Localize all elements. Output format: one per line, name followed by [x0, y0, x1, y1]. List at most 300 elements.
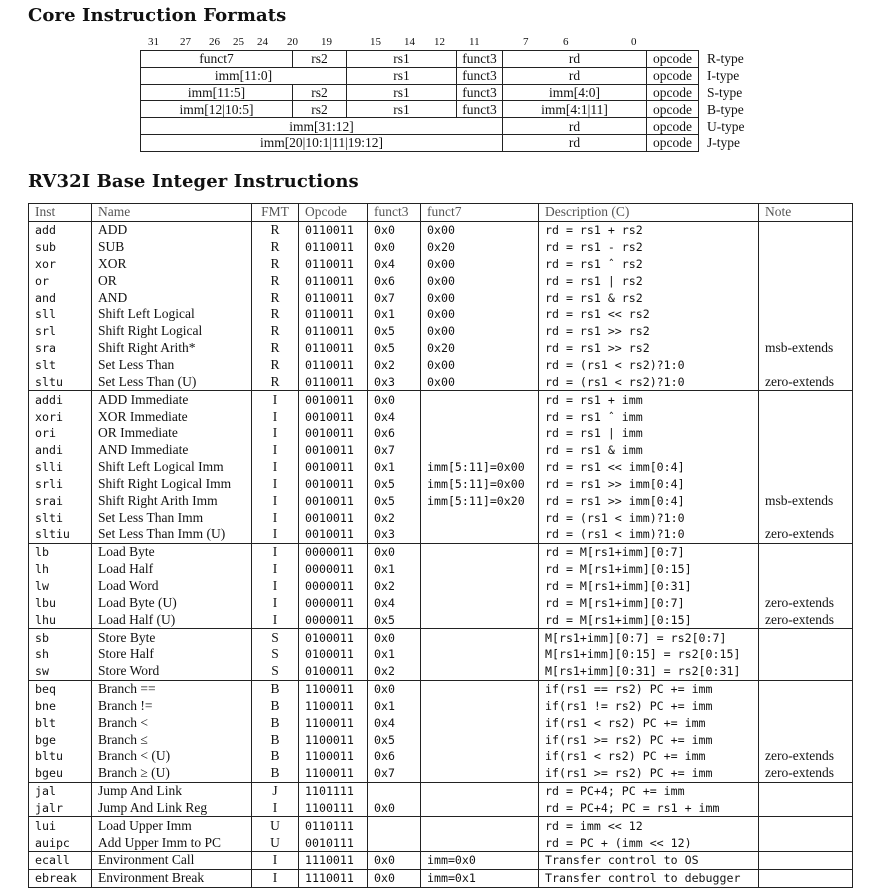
- inst-opcode: 0110011: [299, 373, 368, 390]
- inst-mnemonic: sb: [29, 629, 92, 646]
- inst-name: Load Byte (U): [92, 594, 252, 611]
- inst-opcode: 0010011: [299, 509, 368, 526]
- inst-funct7: [421, 594, 539, 611]
- inst-description: rd = rs1 & rs2: [539, 289, 759, 306]
- inst-funct3: 0x4: [368, 256, 421, 273]
- inst-funct7: [421, 561, 539, 578]
- inst-opcode: 1100011: [299, 748, 368, 765]
- inst-description: rd = rs1 + rs2: [539, 221, 759, 238]
- inst-funct7: [421, 408, 539, 425]
- inst-funct7: [421, 611, 539, 628]
- base-instructions-section-title: RV32I Base Integer Instructions: [28, 171, 359, 192]
- inst-name: Load Half: [92, 561, 252, 578]
- table-row: [29, 272, 853, 289]
- column-header: Description (C): [539, 204, 759, 222]
- table-row: [29, 697, 853, 714]
- inst-opcode: 1100011: [299, 731, 368, 748]
- bit-position-label: 0: [631, 36, 637, 48]
- inst-funct7: [421, 442, 539, 459]
- inst-description: rd = PC + (imm << 12): [539, 834, 759, 851]
- format-field: imm[20|10:1|11|19:12]: [141, 134, 503, 151]
- inst-format: B: [252, 748, 299, 765]
- format-field: funct3: [457, 51, 503, 68]
- inst-note: msb-extends: [759, 340, 853, 357]
- inst-opcode: 0010011: [299, 459, 368, 476]
- format-field: rs1: [347, 84, 457, 101]
- inst-description: rd = rs1 & imm: [539, 442, 759, 459]
- inst-note: [759, 272, 853, 289]
- inst-mnemonic: bge: [29, 731, 92, 748]
- inst-funct7: [421, 391, 539, 408]
- inst-funct7: [421, 697, 539, 714]
- inst-funct3: 0x0: [368, 680, 421, 697]
- inst-note: [759, 425, 853, 442]
- inst-mnemonic: addi: [29, 391, 92, 408]
- inst-funct3: 0x0: [368, 221, 421, 238]
- inst-funct3: 0x1: [368, 697, 421, 714]
- inst-note: [759, 289, 853, 306]
- inst-funct3: 0x6: [368, 272, 421, 289]
- inst-opcode: 0110011: [299, 357, 368, 374]
- inst-name: Set Less Than Imm (U): [92, 526, 252, 543]
- inst-opcode: 0000011: [299, 561, 368, 578]
- inst-funct7: [421, 680, 539, 697]
- inst-format: S: [252, 663, 299, 680]
- inst-note: [759, 543, 853, 560]
- inst-funct7: 0x20: [421, 239, 539, 256]
- inst-note: [759, 629, 853, 646]
- inst-funct7: 0x00: [421, 221, 539, 238]
- format-field: opcode: [647, 51, 699, 68]
- inst-opcode: 1110011: [299, 869, 368, 887]
- inst-description: rd = M[rs1+imm][0:31]: [539, 578, 759, 595]
- inst-name: ADD: [92, 221, 252, 238]
- table-row: [29, 442, 853, 459]
- inst-description: rd = M[rs1+imm][0:7]: [539, 543, 759, 560]
- inst-name: Shift Right Logical Imm: [92, 476, 252, 493]
- inst-note: [759, 697, 853, 714]
- inst-name: Set Less Than Imm: [92, 509, 252, 526]
- inst-format: B: [252, 697, 299, 714]
- inst-note: [759, 306, 853, 323]
- column-header: Name: [92, 204, 252, 222]
- column-header: funct3: [368, 204, 421, 222]
- inst-note: [759, 239, 853, 256]
- format-row-i-type: [141, 67, 746, 84]
- inst-format: S: [252, 646, 299, 663]
- inst-format: I: [252, 408, 299, 425]
- inst-funct7: 0x00: [421, 306, 539, 323]
- table-row: [29, 594, 853, 611]
- inst-format: B: [252, 680, 299, 697]
- inst-note: [759, 509, 853, 526]
- column-header: Opcode: [299, 204, 368, 222]
- inst-format: R: [252, 239, 299, 256]
- inst-funct7: [421, 509, 539, 526]
- inst-name: XOR Immediate: [92, 408, 252, 425]
- inst-funct7: [421, 800, 539, 817]
- inst-funct7: 0x00: [421, 256, 539, 273]
- inst-description: rd = rs1 >> rs2: [539, 323, 759, 340]
- format-type-label: R-type: [707, 51, 744, 67]
- inst-description: rd = (rs1 < imm)?1:0: [539, 509, 759, 526]
- bit-position-label: 24: [257, 36, 268, 48]
- format-row-s-type: [141, 84, 746, 101]
- inst-opcode: 1100011: [299, 697, 368, 714]
- inst-format: I: [252, 492, 299, 509]
- inst-mnemonic: sra: [29, 340, 92, 357]
- format-field: opcode: [647, 84, 699, 101]
- inst-funct3: 0x4: [368, 408, 421, 425]
- format-field: opcode: [647, 118, 699, 135]
- inst-format: I: [252, 459, 299, 476]
- inst-description: rd = PC+4; PC += imm: [539, 782, 759, 799]
- bit-position-label: 31: [148, 36, 159, 48]
- inst-description: rd = rs1 | imm: [539, 425, 759, 442]
- inst-funct3: 0x0: [368, 239, 421, 256]
- inst-mnemonic: sw: [29, 663, 92, 680]
- inst-description: rd = rs1 - rs2: [539, 239, 759, 256]
- table-row: [29, 476, 853, 493]
- inst-description: rd = rs1 | rs2: [539, 272, 759, 289]
- inst-opcode: 0110111: [299, 817, 368, 834]
- format-field: imm[12|10:5]: [141, 101, 293, 118]
- formats-section-title: Core Instruction Formats: [28, 5, 287, 26]
- inst-description: rd = imm << 12: [539, 817, 759, 834]
- table-row: [29, 323, 853, 340]
- format-field: imm[4:1|11]: [503, 101, 647, 118]
- inst-format: I: [252, 594, 299, 611]
- inst-name: Shift Right Arith Imm: [92, 492, 252, 509]
- inst-note: [759, 800, 853, 817]
- inst-mnemonic: ebreak: [29, 869, 92, 887]
- inst-funct7: [421, 629, 539, 646]
- table-row: [29, 629, 853, 646]
- inst-opcode: 0010011: [299, 526, 368, 543]
- inst-funct3: [368, 782, 421, 799]
- inst-description: rd = rs1 >> imm[0:4]: [539, 476, 759, 493]
- inst-name: Set Less Than (U): [92, 373, 252, 390]
- inst-mnemonic: bltu: [29, 748, 92, 765]
- table-row: [29, 408, 853, 425]
- inst-name: Branch !=: [92, 697, 252, 714]
- format-field: rs1: [347, 101, 457, 118]
- format-row-r-type: [141, 51, 746, 68]
- inst-mnemonic: slli: [29, 459, 92, 476]
- inst-format: I: [252, 869, 299, 887]
- inst-opcode: 0010011: [299, 408, 368, 425]
- inst-format: I: [252, 543, 299, 560]
- inst-opcode: 1100011: [299, 714, 368, 731]
- inst-mnemonic: lw: [29, 578, 92, 595]
- inst-description: if(rs1 != rs2) PC += imm: [539, 697, 759, 714]
- inst-name: Load Byte: [92, 543, 252, 560]
- inst-format: I: [252, 526, 299, 543]
- format-field: opcode: [647, 134, 699, 151]
- inst-note: [759, 391, 853, 408]
- inst-funct7: [421, 714, 539, 731]
- format-field: rs2: [293, 51, 347, 68]
- inst-mnemonic: lui: [29, 817, 92, 834]
- bit-position-label: 26: [209, 36, 220, 48]
- format-field: funct7: [141, 51, 293, 68]
- inst-format: R: [252, 323, 299, 340]
- inst-funct3: 0x3: [368, 373, 421, 390]
- inst-funct7: imm=0x0: [421, 852, 539, 870]
- inst-opcode: 1100011: [299, 680, 368, 697]
- format-field: imm[31:12]: [141, 118, 503, 135]
- inst-mnemonic: or: [29, 272, 92, 289]
- inst-mnemonic: jal: [29, 782, 92, 799]
- inst-note: [759, 852, 853, 870]
- inst-description: if(rs1 == rs2) PC += imm: [539, 680, 759, 697]
- table-row: [29, 256, 853, 273]
- inst-opcode: 0000011: [299, 594, 368, 611]
- inst-name: Add Upper Imm to PC: [92, 834, 252, 851]
- table-row: [29, 731, 853, 748]
- inst-funct3: 0x4: [368, 594, 421, 611]
- inst-note: [759, 663, 853, 680]
- inst-description: rd = (rs1 < rs2)?1:0: [539, 357, 759, 374]
- inst-name: Jump And Link Reg: [92, 800, 252, 817]
- inst-funct3: 0x2: [368, 509, 421, 526]
- inst-note: [759, 578, 853, 595]
- inst-opcode: 0110011: [299, 272, 368, 289]
- inst-funct7: [421, 817, 539, 834]
- inst-mnemonic: auipc: [29, 834, 92, 851]
- inst-format: I: [252, 391, 299, 408]
- inst-funct3: 0x5: [368, 492, 421, 509]
- inst-note: zero-extends: [759, 526, 853, 543]
- inst-note: [759, 357, 853, 374]
- inst-funct7: 0x00: [421, 357, 539, 374]
- format-field: imm[4:0]: [503, 84, 647, 101]
- inst-mnemonic: sub: [29, 239, 92, 256]
- inst-funct3: 0x0: [368, 391, 421, 408]
- inst-funct7: imm[5:11]=0x00: [421, 459, 539, 476]
- table-row: [29, 834, 853, 851]
- inst-name: Shift Left Logical Imm: [92, 459, 252, 476]
- inst-opcode: 0000011: [299, 543, 368, 560]
- inst-name: Store Byte: [92, 629, 252, 646]
- bit-position-label: 19: [321, 36, 332, 48]
- format-type-label: J-type: [707, 135, 740, 151]
- inst-description: M[rs1+imm][0:7] = rs2[0:7]: [539, 629, 759, 646]
- inst-note: [759, 256, 853, 273]
- inst-mnemonic: beq: [29, 680, 92, 697]
- inst-note: [759, 442, 853, 459]
- inst-funct3: 0x2: [368, 663, 421, 680]
- inst-note: [759, 221, 853, 238]
- inst-description: rd = M[rs1+imm][0:15]: [539, 611, 759, 628]
- inst-note: [759, 731, 853, 748]
- inst-note: [759, 646, 853, 663]
- inst-opcode: 0010011: [299, 492, 368, 509]
- inst-funct7: imm[5:11]=0x00: [421, 476, 539, 493]
- column-header: FMT: [252, 204, 299, 222]
- inst-funct3: 0x7: [368, 289, 421, 306]
- format-field: imm[11:5]: [141, 84, 293, 101]
- inst-funct3: 0x6: [368, 425, 421, 442]
- inst-description: rd = rs1 << imm[0:4]: [539, 459, 759, 476]
- inst-funct7: [421, 526, 539, 543]
- inst-note: [759, 869, 853, 887]
- table-row: [29, 289, 853, 306]
- inst-funct7: [421, 578, 539, 595]
- inst-name: OR Immediate: [92, 425, 252, 442]
- inst-mnemonic: xori: [29, 408, 92, 425]
- inst-funct3: 0x1: [368, 306, 421, 323]
- column-header: funct7: [421, 204, 539, 222]
- inst-description: M[rs1+imm][0:31] = rs2[0:31]: [539, 663, 759, 680]
- bit-position-label: 11: [469, 36, 480, 48]
- inst-mnemonic: sltu: [29, 373, 92, 390]
- table-row: [29, 509, 853, 526]
- inst-name: XOR: [92, 256, 252, 273]
- inst-opcode: 0010011: [299, 476, 368, 493]
- inst-description: rd = rs1 >> imm[0:4]: [539, 492, 759, 509]
- inst-mnemonic: slti: [29, 509, 92, 526]
- table-row: [29, 611, 853, 628]
- inst-name: Store Word: [92, 663, 252, 680]
- inst-format: I: [252, 852, 299, 870]
- format-field: rs1: [347, 51, 457, 68]
- table-row: [29, 391, 853, 408]
- inst-name: AND Immediate: [92, 442, 252, 459]
- table-row: [29, 869, 853, 887]
- inst-note: [759, 834, 853, 851]
- inst-format: R: [252, 256, 299, 273]
- bit-position-label: 12: [434, 36, 445, 48]
- inst-funct3: 0x6: [368, 748, 421, 765]
- inst-funct3: 0x0: [368, 629, 421, 646]
- inst-opcode: 0010111: [299, 834, 368, 851]
- inst-mnemonic: sltiu: [29, 526, 92, 543]
- inst-mnemonic: sh: [29, 646, 92, 663]
- table-row: [29, 714, 853, 731]
- inst-funct3: 0x0: [368, 869, 421, 887]
- table-row: [29, 425, 853, 442]
- inst-description: rd = rs1 + imm: [539, 391, 759, 408]
- format-row-b-type: [141, 101, 746, 118]
- inst-format: R: [252, 340, 299, 357]
- format-field: funct3: [457, 84, 503, 101]
- inst-funct3: 0x5: [368, 323, 421, 340]
- format-field: funct3: [457, 101, 503, 118]
- inst-name: ADD Immediate: [92, 391, 252, 408]
- inst-opcode: 1100111: [299, 800, 368, 817]
- inst-funct7: [421, 731, 539, 748]
- inst-funct7: [421, 834, 539, 851]
- table-row: [29, 306, 853, 323]
- format-field: opcode: [647, 101, 699, 118]
- inst-opcode: 0110011: [299, 340, 368, 357]
- inst-name: OR: [92, 272, 252, 289]
- inst-name: Branch ≥ (U): [92, 765, 252, 782]
- inst-format: R: [252, 357, 299, 374]
- inst-funct7: [421, 663, 539, 680]
- inst-opcode: 1101111: [299, 782, 368, 799]
- inst-opcode: 0010011: [299, 425, 368, 442]
- inst-funct3: 0x2: [368, 578, 421, 595]
- column-header: Inst: [29, 204, 92, 222]
- inst-note: zero-extends: [759, 611, 853, 628]
- inst-opcode: 0010011: [299, 442, 368, 459]
- inst-opcode: 0110011: [299, 289, 368, 306]
- inst-mnemonic: ori: [29, 425, 92, 442]
- table-row: [29, 578, 853, 595]
- inst-description: if(rs1 < rs2) PC += imm: [539, 714, 759, 731]
- inst-description: if(rs1 < rs2) PC += imm: [539, 748, 759, 765]
- inst-opcode: 0100011: [299, 663, 368, 680]
- inst-funct3: 0x5: [368, 476, 421, 493]
- inst-format: I: [252, 611, 299, 628]
- table-row: [29, 340, 853, 357]
- inst-funct7: [421, 646, 539, 663]
- bit-position-ruler: [0, 36, 873, 50]
- format-field: opcode: [647, 67, 699, 84]
- inst-funct7: [421, 765, 539, 782]
- inst-funct7: 0x20: [421, 340, 539, 357]
- table-row: [29, 543, 853, 560]
- inst-format: I: [252, 442, 299, 459]
- format-row-u-type: [141, 118, 746, 135]
- inst-format: I: [252, 561, 299, 578]
- inst-funct7: 0x00: [421, 373, 539, 390]
- inst-funct3: 0x5: [368, 340, 421, 357]
- inst-name: Load Half (U): [92, 611, 252, 628]
- inst-opcode: 0010011: [299, 391, 368, 408]
- inst-opcode: 0110011: [299, 306, 368, 323]
- inst-note: [759, 817, 853, 834]
- inst-format: R: [252, 272, 299, 289]
- inst-note: [759, 408, 853, 425]
- bit-position-label: 6: [563, 36, 569, 48]
- format-row-j-type: [141, 134, 746, 151]
- column-header: Note: [759, 204, 853, 222]
- format-field: rd: [503, 51, 647, 68]
- inst-description: if(rs1 >= rs2) PC += imm: [539, 765, 759, 782]
- inst-format: J: [252, 782, 299, 799]
- inst-opcode: 0110011: [299, 256, 368, 273]
- inst-description: rd = rs1 ˆ rs2: [539, 256, 759, 273]
- inst-funct3: 0x0: [368, 852, 421, 870]
- inst-mnemonic: srli: [29, 476, 92, 493]
- inst-format: R: [252, 373, 299, 390]
- inst-description: rd = rs1 ˆ imm: [539, 408, 759, 425]
- inst-name: Branch ≤: [92, 731, 252, 748]
- bit-position-label: 15: [370, 36, 381, 48]
- inst-format: R: [252, 306, 299, 323]
- table-row: [29, 221, 853, 238]
- inst-funct3: 0x1: [368, 459, 421, 476]
- format-field: rd: [503, 118, 647, 135]
- inst-funct3: 0x1: [368, 561, 421, 578]
- inst-note: [759, 459, 853, 476]
- table-row: [29, 357, 853, 374]
- table-row: [29, 646, 853, 663]
- inst-mnemonic: xor: [29, 256, 92, 273]
- inst-format: B: [252, 765, 299, 782]
- inst-funct7: 0x00: [421, 289, 539, 306]
- inst-format: I: [252, 800, 299, 817]
- inst-name: Environment Call: [92, 852, 252, 870]
- inst-funct3: 0x2: [368, 357, 421, 374]
- inst-opcode: 0100011: [299, 646, 368, 663]
- inst-funct3: 0x3: [368, 526, 421, 543]
- inst-funct3: 0x0: [368, 543, 421, 560]
- inst-description: Transfer control to OS: [539, 852, 759, 870]
